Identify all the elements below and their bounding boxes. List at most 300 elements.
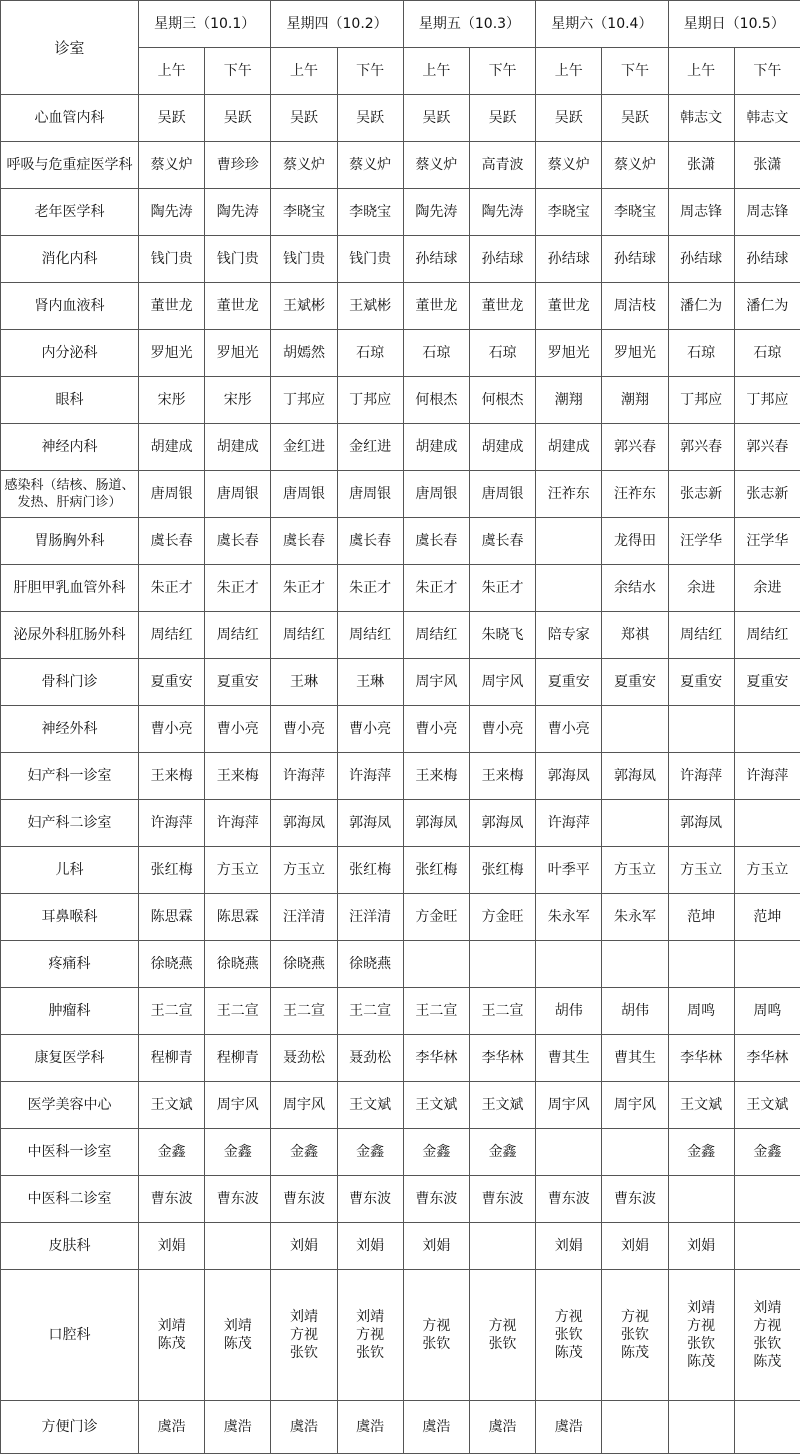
doctor-cell (734, 377, 800, 424)
doctor-cell (337, 236, 403, 283)
doctor-name: 张红梅 (415, 862, 457, 878)
doctor-cell (271, 142, 337, 189)
doctor-name: 郭兴春 (680, 439, 722, 455)
doctor-name: 周志锋 (680, 204, 722, 220)
doctor-name: 曹其生 (548, 1050, 590, 1066)
table-row (1, 471, 800, 518)
doctor-name: 金鑫 (489, 1144, 517, 1160)
doctor-name: 张红梅 (482, 862, 524, 878)
doctor-cell (205, 1035, 271, 1082)
doctor-cell (668, 330, 734, 377)
doctor-cell (337, 471, 403, 518)
doctor-cell (602, 1176, 668, 1223)
dept-cell: 妇产科二诊室 (1, 800, 139, 847)
doctor-cell (205, 330, 271, 377)
doctor-name: 方视 张钦 陈茂 (555, 1309, 583, 1361)
doctor-cell (668, 1035, 734, 1082)
doctor-cell (734, 95, 800, 142)
doctor-name: 夏重安 (217, 674, 259, 690)
doctor-cell (337, 988, 403, 1035)
doctor-name: 周志锋 (746, 204, 788, 220)
doctor-name: 方玉立 (614, 862, 656, 878)
doctor-cell (403, 95, 469, 142)
doctor-name: 周宇风 (283, 1097, 325, 1113)
doctor-name: 刘娟 (687, 1238, 715, 1254)
doctor-name: 曹小亮 (415, 721, 457, 737)
doctor-cell (271, 1223, 337, 1270)
doctor-cell (469, 988, 535, 1035)
doctor-cell (205, 189, 271, 236)
doctor-cell (139, 612, 205, 659)
doctor-cell (602, 1223, 668, 1270)
doctor-cell (337, 1129, 403, 1176)
doctor-cell (602, 1035, 668, 1082)
doctor-cell (271, 847, 337, 894)
doctor-cell (734, 894, 800, 941)
doctor-cell (403, 753, 469, 800)
doctor-cell (205, 1270, 271, 1401)
doctor-cell (271, 894, 337, 941)
doctor-cell (271, 189, 337, 236)
dept-cell: 妇产科一诊室 (1, 753, 139, 800)
doctor-cell (139, 377, 205, 424)
doctor-cell (734, 659, 800, 706)
doctor-name: 曹小亮 (349, 721, 391, 737)
doctor-name: 张志新 (680, 486, 722, 502)
doctor-name: 胡伟 (555, 1003, 583, 1019)
doctor-name: 许海萍 (680, 768, 722, 784)
doctor-cell (734, 236, 800, 283)
doctor-name: 夏重安 (680, 674, 722, 690)
dept-cell: 康复医学科 (1, 1035, 139, 1082)
doctor-cell (337, 189, 403, 236)
doctor-cell (139, 659, 205, 706)
table-row (1, 941, 800, 988)
doctor-cell (469, 189, 535, 236)
doctor-cell (139, 142, 205, 189)
doctor-name: 曹小亮 (151, 721, 193, 737)
doctor-name: 朱正才 (349, 580, 391, 596)
doctor-name: 郭海凤 (482, 815, 524, 831)
doctor-cell (337, 800, 403, 847)
doctor-name: 罗旭光 (548, 345, 590, 361)
doctor-name: 虞长春 (151, 533, 193, 549)
doctor-name: 方视 张钦 陈茂 (621, 1309, 649, 1361)
dept-cell: 医学美容中心 (1, 1082, 139, 1129)
doctor-cell (271, 941, 337, 988)
doctor-name: 陶先涛 (151, 204, 193, 220)
doctor-cell (139, 1176, 205, 1223)
doctor-cell (271, 565, 337, 612)
doctor-cell (536, 1270, 602, 1401)
doctor-cell (602, 1082, 668, 1129)
doctor-cell (139, 706, 205, 753)
doctor-name: 虞长春 (217, 533, 259, 549)
doctor-name: 曹小亮 (283, 721, 325, 737)
doctor-cell (205, 377, 271, 424)
doctor-cell (271, 236, 337, 283)
doctor-name: 郭海凤 (283, 815, 325, 831)
doctor-cell (668, 236, 734, 283)
table-row (1, 706, 800, 753)
day-header: 星期四（10.2） (271, 1, 403, 48)
doctor-name: 陶先涛 (482, 204, 524, 220)
doctor-name: 丁邦应 (680, 392, 722, 408)
doctor-name: 丁邦应 (746, 392, 788, 408)
doctor-cell (403, 1401, 469, 1454)
doctor-name: 朱永军 (614, 909, 656, 925)
doctor-cell (469, 424, 535, 471)
doctor-name: 罗旭光 (151, 345, 193, 361)
doctor-cell (403, 1035, 469, 1082)
doctor-name: 潮翔 (621, 392, 649, 408)
doctor-name: 许海萍 (283, 768, 325, 784)
doctor-name: 董世龙 (548, 298, 590, 314)
doctor-cell (469, 236, 535, 283)
doctor-name: 王来梅 (151, 768, 193, 784)
doctor-name: 胡建成 (217, 439, 259, 455)
doctor-name: 虞长春 (415, 533, 457, 549)
doctor-cell (337, 659, 403, 706)
doctor-name: 李华林 (415, 1050, 457, 1066)
doctor-name: 方玉立 (283, 862, 325, 878)
doctor-name: 程柳青 (217, 1050, 259, 1066)
dept-cell: 疼痛科 (1, 941, 139, 988)
doctor-name: 周结红 (349, 627, 391, 643)
table-row (1, 1035, 800, 1082)
doctor-name: 郭海凤 (415, 815, 457, 831)
doctor-name: 周宇风 (415, 674, 457, 690)
doctor-name: 范坤 (687, 909, 715, 925)
doctor-name: 胡建成 (548, 439, 590, 455)
doctor-cell (403, 142, 469, 189)
doctor-cell (403, 471, 469, 518)
doctor-name: 虞浩 (356, 1419, 384, 1435)
doctor-name: 周宇风 (482, 674, 524, 690)
doctor-cell (337, 1082, 403, 1129)
doctor-cell (536, 800, 602, 847)
doctor-name: 朱正才 (283, 580, 325, 596)
doctor-name: 汪学华 (680, 533, 722, 549)
doctor-name: 胡建成 (482, 439, 524, 455)
doctor-name: 唐周银 (415, 486, 457, 502)
doctor-cell (469, 1176, 535, 1223)
doctor-cell (602, 565, 668, 612)
doctor-cell (469, 377, 535, 424)
dept-cell: 呼吸与危重症医学科 (1, 142, 139, 189)
doctor-cell (469, 95, 535, 142)
doctor-cell (602, 706, 668, 753)
doctor-name: 宋彤 (158, 392, 186, 408)
doctor-cell (403, 894, 469, 941)
doctor-cell (668, 1082, 734, 1129)
am-header: 上午 (271, 48, 337, 95)
doctor-cell (668, 189, 734, 236)
doctor-name: 方金旺 (415, 909, 457, 925)
doctor-cell (205, 1082, 271, 1129)
doctor-name: 夏重安 (151, 674, 193, 690)
doctor-cell (668, 988, 734, 1035)
doctor-cell (469, 330, 535, 377)
doctor-name: 王斌彬 (283, 298, 325, 314)
doctor-name: 范坤 (753, 909, 781, 925)
table-row (1, 1270, 800, 1401)
doctor-cell (271, 1035, 337, 1082)
day-header: 星期日（10.5） (668, 1, 800, 48)
doctor-name: 刘靖 方视 张钦 陈茂 (687, 1300, 715, 1370)
doctor-cell (337, 894, 403, 941)
dept-cell: 肿瘤科 (1, 988, 139, 1035)
doctor-cell (271, 1401, 337, 1454)
doctor-cell (668, 1270, 734, 1401)
dept-cell: 感染科（结核、肠道、发热、肝病门诊） (1, 471, 139, 518)
doctor-name: 金红进 (283, 439, 325, 455)
doctor-cell (536, 189, 602, 236)
doctor-name: 徐晓燕 (349, 956, 391, 972)
doctor-cell (139, 565, 205, 612)
doctor-name: 程柳青 (151, 1050, 193, 1066)
doctor-cell (469, 283, 535, 330)
doctor-name: 王文斌 (415, 1097, 457, 1113)
doctor-name: 许海萍 (349, 768, 391, 784)
doctor-cell (734, 941, 800, 988)
doctor-cell (403, 612, 469, 659)
dept-cell: 神经外科 (1, 706, 139, 753)
doctor-cell (668, 706, 734, 753)
doctor-cell (139, 847, 205, 894)
doctor-name: 郭兴春 (746, 439, 788, 455)
doctor-cell (602, 659, 668, 706)
doctor-cell (205, 1129, 271, 1176)
am-header: 上午 (403, 48, 469, 95)
dept-cell: 消化内科 (1, 236, 139, 283)
doctor-cell (602, 800, 668, 847)
am-header: 上午 (536, 48, 602, 95)
dept-cell: 皮肤科 (1, 1223, 139, 1270)
doctor-cell (602, 424, 668, 471)
doctor-cell (403, 1082, 469, 1129)
doctor-name: 张志新 (746, 486, 788, 502)
doctor-name: 吴跃 (489, 110, 517, 126)
pm-header: 下午 (469, 48, 535, 95)
dept-cell: 方便门诊 (1, 1401, 139, 1454)
doctor-name: 潘仁为 (680, 298, 722, 314)
doctor-cell (139, 1082, 205, 1129)
doctor-name: 刘娟 (158, 1238, 186, 1254)
doctor-name: 董世龙 (482, 298, 524, 314)
doctor-cell (205, 95, 271, 142)
doctor-cell (668, 847, 734, 894)
doctor-cell (602, 894, 668, 941)
doctor-cell (602, 1129, 668, 1176)
doctor-name: 虞长春 (283, 533, 325, 549)
doctor-name: 汪祚东 (614, 486, 656, 502)
doctor-cell (139, 753, 205, 800)
doctor-cell (205, 142, 271, 189)
doctor-cell (403, 283, 469, 330)
doctor-name: 刘靖 方视 张钦 (356, 1309, 384, 1361)
doctor-name: 钱门贵 (151, 251, 193, 267)
doctor-cell (139, 1035, 205, 1082)
table-row (1, 659, 800, 706)
doctor-name: 陈思霖 (217, 909, 259, 925)
doctor-name: 夏重安 (746, 674, 788, 690)
doctor-name: 蔡义炉 (548, 157, 590, 173)
table-row (1, 1223, 800, 1270)
table-row (1, 424, 800, 471)
header-row-days (1, 1, 800, 48)
doctor-name: 蔡义炉 (415, 157, 457, 173)
doctor-cell (469, 659, 535, 706)
doctor-name: 王二宣 (217, 1003, 259, 1019)
doctor-name: 汪洋清 (283, 909, 325, 925)
doctor-cell (337, 847, 403, 894)
dept-cell: 儿科 (1, 847, 139, 894)
doctor-cell (205, 753, 271, 800)
doctor-cell (139, 941, 205, 988)
doctor-cell (139, 800, 205, 847)
doctor-name: 金鑫 (290, 1144, 318, 1160)
doctor-cell (271, 1176, 337, 1223)
doctor-name: 李晓宝 (614, 204, 656, 220)
doctor-cell (271, 1270, 337, 1401)
doctor-name: 周鸣 (687, 1003, 715, 1019)
doctor-name: 胡建成 (151, 439, 193, 455)
table-row (1, 236, 800, 283)
doctor-cell (536, 518, 602, 565)
doctor-cell (205, 847, 271, 894)
doctor-name: 石琼 (489, 345, 517, 361)
doctor-cell (205, 706, 271, 753)
doctor-name: 方玉立 (217, 862, 259, 878)
doctor-cell (469, 1082, 535, 1129)
doctor-cell (668, 753, 734, 800)
doctor-name: 周结红 (283, 627, 325, 643)
doctor-name: 唐周银 (283, 486, 325, 502)
doctor-cell (271, 1082, 337, 1129)
table-row (1, 565, 800, 612)
doctor-name: 董世龙 (151, 298, 193, 314)
doctor-cell (734, 424, 800, 471)
doctor-cell (734, 706, 800, 753)
doctor-cell (668, 424, 734, 471)
doctor-name: 周鸣 (753, 1003, 781, 1019)
doctor-cell (602, 941, 668, 988)
doctor-cell (469, 894, 535, 941)
doctor-name: 王斌彬 (349, 298, 391, 314)
dept-cell: 中医科一诊室 (1, 1129, 139, 1176)
doctor-name: 王二宣 (349, 1003, 391, 1019)
doctor-name: 金鑫 (224, 1144, 252, 1160)
doctor-name: 王琳 (290, 674, 318, 690)
doctor-cell (734, 1129, 800, 1176)
doctor-cell (139, 518, 205, 565)
table-row (1, 95, 800, 142)
dept-header: 诊室 (1, 1, 139, 95)
doctor-cell (271, 659, 337, 706)
doctor-cell (139, 1129, 205, 1176)
doctor-name: 余进 (687, 580, 715, 596)
doctor-name: 曹东波 (548, 1191, 590, 1207)
doctor-cell (668, 800, 734, 847)
doctor-name: 曹小亮 (482, 721, 524, 737)
schedule-body (1, 95, 800, 1454)
doctor-name: 周结红 (680, 627, 722, 643)
doctor-name: 唐周银 (482, 486, 524, 502)
doctor-cell (536, 142, 602, 189)
doctor-name: 吴跃 (356, 110, 384, 126)
table-row (1, 283, 800, 330)
doctor-name: 董世龙 (415, 298, 457, 314)
doctor-cell (403, 1270, 469, 1401)
doctor-name: 孙结球 (746, 251, 788, 267)
doctor-name: 韩志文 (680, 110, 722, 126)
doctor-name: 徐晓燕 (283, 956, 325, 972)
doctor-name: 刘娟 (290, 1238, 318, 1254)
doctor-name: 王来梅 (217, 768, 259, 784)
doctor-name: 吴跃 (158, 110, 186, 126)
doctor-cell (536, 95, 602, 142)
doctor-cell (536, 612, 602, 659)
doctor-cell (668, 142, 734, 189)
doctor-cell (536, 1176, 602, 1223)
doctor-cell (734, 1270, 800, 1401)
day-header: 星期五（10.3） (403, 1, 535, 48)
doctor-name: 胡伟 (621, 1003, 649, 1019)
doctor-cell (668, 659, 734, 706)
doctor-name: 高青波 (482, 157, 524, 173)
doctor-name: 朱正才 (482, 580, 524, 596)
doctor-name: 金鑫 (356, 1144, 384, 1160)
doctor-cell (403, 377, 469, 424)
doctor-cell (602, 753, 668, 800)
doctor-name: 方金旺 (482, 909, 524, 925)
table-row (1, 189, 800, 236)
doctor-cell (536, 1401, 602, 1454)
doctor-name: 吴跃 (621, 110, 649, 126)
doctor-cell (602, 142, 668, 189)
day-header: 星期三（10.1） (139, 1, 271, 48)
doctor-cell (734, 142, 800, 189)
dept-cell: 神经内科 (1, 424, 139, 471)
doctor-cell (734, 565, 800, 612)
doctor-cell (734, 753, 800, 800)
doctor-cell (469, 565, 535, 612)
doctor-cell (403, 236, 469, 283)
doctor-name: 曹东波 (217, 1191, 259, 1207)
doctor-cell (668, 95, 734, 142)
doctor-cell (337, 1270, 403, 1401)
doctor-cell (337, 565, 403, 612)
doctor-name: 王来梅 (482, 768, 524, 784)
doctor-name: 吴跃 (555, 110, 583, 126)
doctor-name: 王文斌 (746, 1097, 788, 1113)
doctor-name: 丁邦应 (283, 392, 325, 408)
doctor-name: 许海萍 (217, 815, 259, 831)
doctor-cell (536, 1129, 602, 1176)
doctor-cell (734, 1223, 800, 1270)
table-row (1, 142, 800, 189)
doctor-name: 刘娟 (422, 1238, 450, 1254)
doctor-name: 周结红 (415, 627, 457, 643)
pm-header: 下午 (337, 48, 403, 95)
doctor-name: 潘仁为 (746, 298, 788, 314)
doctor-name: 虞浩 (224, 1419, 252, 1435)
doctor-name: 王文斌 (680, 1097, 722, 1113)
doctor-name: 周宇风 (548, 1097, 590, 1113)
doctor-name: 李晓宝 (349, 204, 391, 220)
doctor-name: 周结红 (217, 627, 259, 643)
